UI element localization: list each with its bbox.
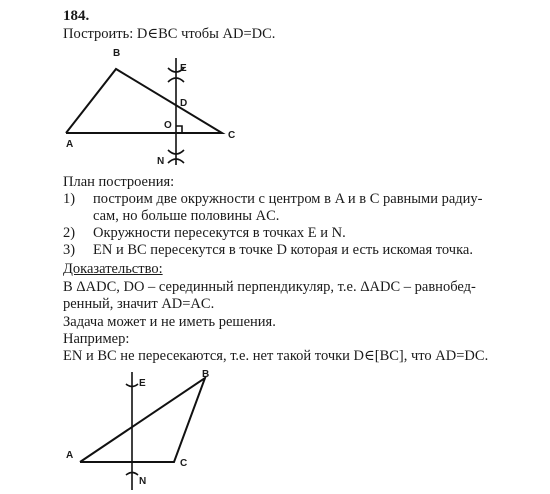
proof-line: Задача может и не иметь решения. [63, 314, 276, 330]
proof-heading: Доказательство: [63, 261, 163, 277]
proof-line: ренный, значит AD=AC. [63, 296, 215, 312]
label-d: D [180, 98, 188, 109]
step-text-continued: сам, но больше половины AC. [93, 208, 280, 224]
label-b-2: B [202, 369, 210, 380]
step-number: 2) [63, 225, 76, 241]
proof-line: В ΔADC, DO – серединный перпендикуляр, т.е. ΔADC – равнобед- [63, 279, 476, 295]
step-number: 1) [63, 191, 76, 207]
step-text: построим две окружности с центром в A и в C равными радиу- [93, 191, 483, 207]
step-text: EN и BC пересекутся в точке D которая и есть искомая точка. [93, 242, 473, 258]
step-number: 3) [63, 242, 76, 258]
label-a-2: A [66, 450, 74, 461]
proof-line: Например: [63, 331, 130, 347]
label-a: A [66, 139, 74, 150]
label-b: B [113, 48, 121, 59]
step-text: Окружности пересекутся в точках E и N. [93, 225, 346, 241]
label-o: O [164, 120, 172, 131]
problem-statement: Построить: D∈BC чтобы AD=DC. [63, 26, 276, 42]
label-c-2: C [180, 458, 188, 469]
label-e-2: E [139, 378, 146, 389]
label-n-2: N [139, 476, 147, 487]
label-e: E [180, 63, 187, 74]
problem-number: 184. [63, 8, 90, 24]
label-c: C [228, 130, 236, 141]
label-n: N [157, 156, 165, 167]
plan-heading: План построения: [63, 174, 175, 190]
proof-line: EN и BC не пересекаются, т.е. нет такой точки D∈[BC], что AD=DC. [63, 348, 489, 364]
